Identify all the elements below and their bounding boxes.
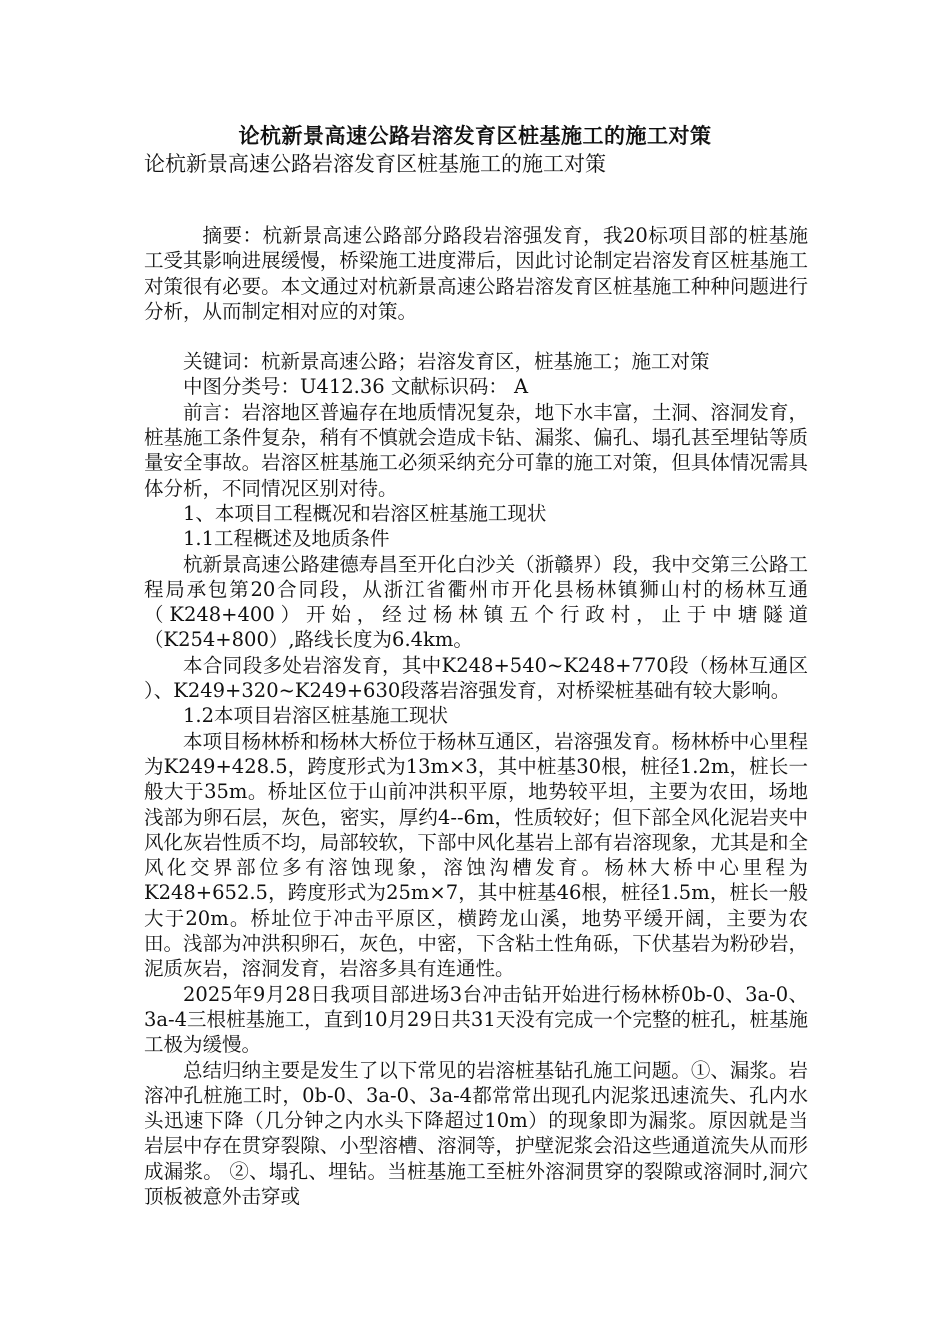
classification-line: 中图分类号：U412.36 文献标识码： A — [183, 375, 529, 399]
body-paragraph-3: 本项目杨林桥和杨林大桥位于杨林互通区，岩溶强发育。杨林桥中心里程为K249+428.5，跨度形式为13m×3，其中桩基30根，桩径1.2m，桩长一般大于35m。桥址区位于山前冲洪积平原，地势较平坦，主要为农田，场地浅部为卵石层，灰色，密实，厚约4--6m，性质较好；但下部全风化泥岩夹中风化灰岩性质不均，局部较软，下部中风化基岩上部有岩溶现象，尤其是和全风化交界部位多有溶蚀现象，溶蚀沟槽发育。杨林大桥中心里程为K248+652.5，跨度形式为25m×7，其中桩基46根，桩径1.5m，桩长一般大于20m。桥址位于冲击平原区，横跨龙山溪，地势平缓开阔，主要为农田。浅部为冲洪积卵石，灰色，中密，下含粘土性角砾，下伏基岩为粉砂岩，泥质灰岩，溶洞发育，岩溶多具有连通性。 — [144, 729, 808, 981]
document-body — [144, 198, 808, 1209]
body-paragraph-1: 杭新景高速公路建德寿昌至开化白沙关（浙赣界）段，我中交第三公路工程局承包第20合同段，从浙江省衢州市开化县杨林镇狮山村的杨林互通（K248+400）开始，经过杨林镇五个行政村，止于中塘隧道（K254+800）,路线长度为6.4km。 — [144, 552, 808, 652]
body-paragraph-5: 总结归纳主要是发生了以下常见的岩溶桩基钻孔施工问题。①、漏浆。岩溶冲孔桩施工时，0b-0、3a-0、3a-4都常常出现孔内泥浆迅速流失、孔内水头迅速下降（几分钟之内水头下降超过10m）的现象即为漏浆。原因就是当岩层中存在贯穿裂隙、小型溶槽、溶洞等，护壁泥浆会沿这些通道流失从而形成漏浆。 ②、塌孔、埋钻。当桩基施工至桩外溶洞贯穿的裂隙或溶洞时,洞穴顶板被意外击穿或 — [144, 1058, 808, 1208]
body-paragraph-2: 本合同段多处岩溶发育，其中K248+540~K248+770段（杨林互通区 ）、K249+320~K249+630段落岩溶强发育，对桥梁桩基础有较大影响。 — [144, 653, 808, 703]
document-subtitle: 论杭新景高速公路岩溶发育区桩基施工的施工对策 — [144, 152, 606, 176]
preface-paragraph: 前言：岩溶地区普遍存在地质情况复杂，地下水丰富，土洞、溶洞发育，桩基施工条件复杂，稍有不慎就会造成卡钻、漏浆、偏孔、塌孔甚至埋钻等质量安全事故。岩溶区桩基施工必须采纳充分可靠的施工对策，但具体情况需具体分析，不同情况区别对待。 — [144, 400, 808, 500]
section-1-1-heading: 1.1工程概述及地质条件 — [183, 527, 390, 551]
section-1-2-heading: 1.2本项目岩溶区桩基施工现状 — [183, 704, 449, 728]
document-title: 论杭新景高速公路岩溶发育区桩基施工的施工对策 — [238, 123, 712, 148]
body-paragraph-4: 2025年9月28日我项目部进场3台冲击钻开始进行杨林桥0b-0、3a-0、3a-4三根桩基施工，直到10月29日共31天没有完成一个完整的桩孔，桩基施工极为缓慢。 — [144, 982, 808, 1057]
section-1-heading: 1、本项目工程概况和岩溶区桩基施工现状 — [183, 501, 547, 525]
abstract-paragraph: 摘要：杭新景高速公路部分路段岩溶强发育，我20标项目部的桩基施工受其影响进展缓慢，桥梁施工进度滞后，因此讨论制定岩溶发育区桩基施工对策很有必要。本文通过对杭新景高速公路岩溶发育区桩基施工种种问题进行分析，从而制定相对应的对策。 — [144, 224, 808, 323]
keywords-line: 关键词：杭新景高速公路；岩溶发育区，桩基施工；施工对策 — [183, 350, 710, 374]
